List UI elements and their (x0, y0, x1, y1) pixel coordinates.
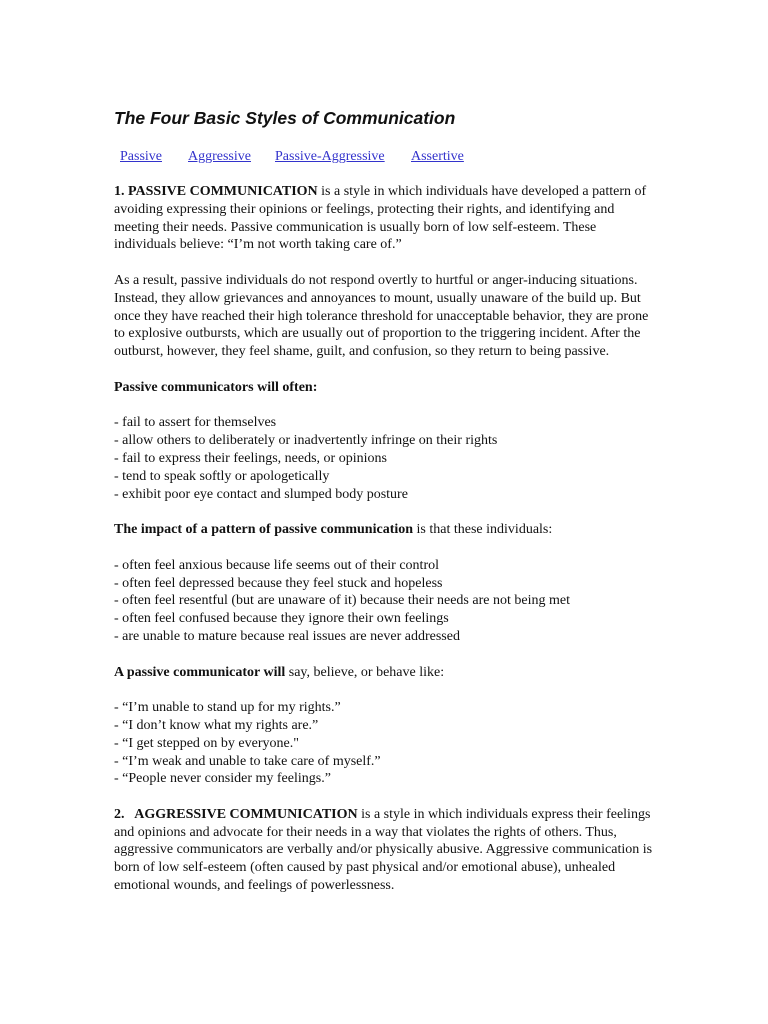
passive-says-list (114, 699, 659, 788)
passive-says-heading: A passive communicator will say, believe, or behave like: (114, 664, 445, 680)
list-item: - fail to express their feelings, needs, or opinions (114, 450, 387, 466)
passive-intro-text: is a style in which individuals have developed a pattern of avoiding expressing their opinions or feelings, protecting their rights, and identifying and meeting their needs. Passive communication is usually born of low self-esteem. These individuals believe: “I’m not worth taking care of.” (114, 184, 647, 253)
page-title: The Four Basic Styles of Communication (114, 108, 456, 128)
nav-link-passive-aggressive[interactable]: Passive-Aggressive (275, 149, 385, 164)
passive-intro-paragraph (114, 183, 659, 254)
document-body (114, 183, 659, 913)
list-item: - often feel anxious because life seems out of their control (114, 557, 439, 573)
list-item: - “I’m weak and unable to take care of myself.” (114, 753, 381, 769)
list-item: - “I get stepped on by everyone." (114, 735, 299, 751)
nav-link-assertive[interactable]: Assertive (411, 149, 464, 164)
list-item: - allow others to deliberately or inadvertently infringe on their rights (114, 433, 498, 449)
list-item: - tend to speak softly or apologetically (114, 468, 330, 484)
list-item: - often feel depressed because they feel stuck and hopeless (114, 575, 443, 591)
passive-often-heading: Passive communicators will often: (114, 379, 318, 395)
passive-result-paragraph: As a result, passive individuals do not respond overtly to hurtful or anger-inducing situations. Instead, they allow grievances and annoyances to mount, usually unaware of the build up. But once they have reached their high tolerance threshold for unacceptable behavior, they are prone to explosive outbursts, which are usually out of proportion to the triggering incident. After the outburst, however, they feel shame, guilt, and confusion, so they return to being passive. (114, 272, 649, 360)
list-item: - often feel resentful (but are unaware of it) because their needs are not being met (114, 593, 570, 609)
aggressive-intro-paragraph (114, 806, 659, 895)
list-item: - fail to assert for themselves (114, 415, 277, 431)
list-item: - “People never consider my feelings.” (114, 771, 331, 787)
list-item: - “I’m unable to stand up for my rights.” (114, 700, 341, 716)
passive-often-list (114, 414, 659, 503)
passive-impact-list (114, 557, 659, 646)
passive-impact-heading: The impact of a pattern of passive communication is that these individuals: (114, 522, 553, 538)
aggressive-intro-text: is a style in which individuals express their feelings and opinions and advocate for their needs in a way that violates the rights of others. Thus, aggressive communicators are verbally and/or physically abusive. Aggressive communication is born of low self-esteem (often caused by past physical and/or emotional abuse), unhealed emotional wounds, and feelings of powerlessness. (114, 806, 653, 894)
nav-link-aggressive[interactable]: Aggressive (188, 149, 251, 164)
passive-heading: 1. PASSIVE COMMUNICATION (114, 184, 318, 199)
aggressive-heading: 2. AGGRESSIVE COMMUNICATION (114, 806, 358, 822)
list-item: - exhibit poor eye contact and slumped body posture (114, 486, 408, 502)
list-item: - “I don’t know what my rights are.” (114, 717, 319, 733)
list-item: - are unable to mature because real issues are never addressed (114, 628, 460, 644)
list-item: - often feel confused because they ignore their own feelings (114, 611, 449, 627)
nav-link-passive[interactable]: Passive (120, 149, 162, 164)
